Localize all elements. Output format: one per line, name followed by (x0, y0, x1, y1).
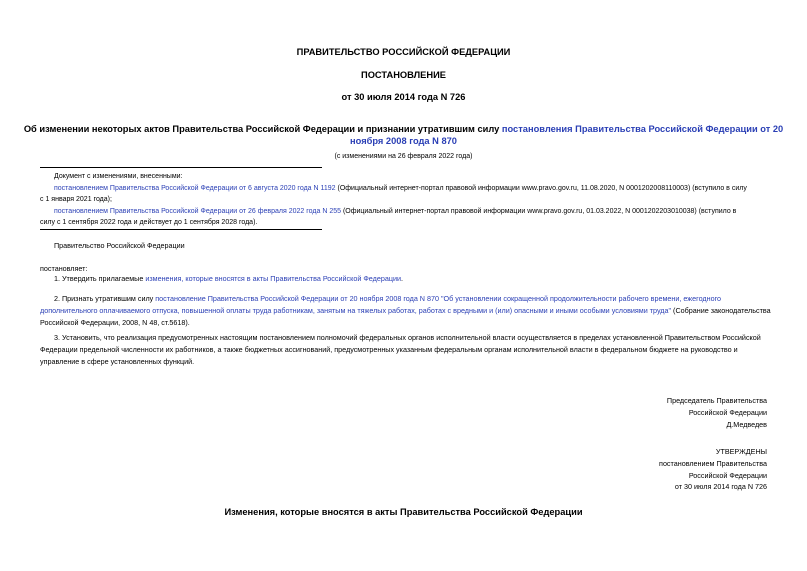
revision-note: (с изменениями на 26 февраля 2022 года) (334, 153, 473, 160)
change-link-1192[interactable]: постановлением Правительства Российской Федерации от 6 августа 2020 года N 1192 (54, 184, 336, 192)
document-type: ПОСТАНОВЛЕНИЕ (361, 70, 446, 80)
changes-section-title: Изменения, которые вносятся в акты Правительства Российской Федерации (224, 507, 583, 517)
paragraph-3 (40, 332, 768, 367)
change-item-2-cont: силу с 1 сентября 2022 года и действует до 1 сентября 2028 года). (40, 219, 258, 227)
changes-link[interactable]: изменения, которые вносятся в акты Правительства Российской Федерации (145, 274, 401, 283)
change-item-2-text: (Официальный интернет-портал правовой информации www.pravo.gov.ru, 01.03.2022, N 0001202203010038) (вступило в (341, 207, 737, 215)
signature-position: Председатель Правительства (666, 396, 767, 405)
change-item-1-cont: с 1 января 2021 года); (40, 196, 112, 204)
changes-block (40, 171, 770, 229)
change-item-2 (40, 206, 770, 218)
paragraph-3-line-2: Федерации предельной численности их работников, а также бюджетных ассигнований, предусмотренных указанным федеральным органам исполнительной власти в федеральном бюджете на руководство и (40, 344, 738, 354)
government-heading: ПРАВИТЕЛЬСТВО РОССИЙСКОЙ ФЕДЕРАЦИИ (296, 47, 511, 57)
paragraph-2 (40, 293, 771, 328)
paragraph-2-line-2 (40, 305, 771, 317)
decrees-line: постановляет: (40, 264, 88, 273)
signature-name: Д.Медведев (726, 419, 767, 429)
paragraph-2-source: (Собрание законодательства (671, 305, 771, 315)
title-link-870-cont[interactable]: ноября 2008 года N 870 (350, 136, 457, 146)
approved-heading: УТВЕРЖДЕНЫ (715, 447, 767, 456)
paragraph-2-text: 2. Признать утратившим силу (54, 294, 156, 303)
divider-bottom (40, 229, 322, 230)
decree-870-link[interactable]: постановление Правительства Российской Федерации от 20 ноября 2008 года N 870 "Об установлении сокращенной продолжительности рабочего времени, ежегодного (155, 294, 722, 303)
divider-top (40, 167, 322, 168)
paragraph-1 (54, 273, 403, 285)
change-item-1-text: (Официальный интернет-портал правовой информации www.pravo.gov.ru, 11.08.2020, N 0001202008110003) (вступило в силу (335, 184, 747, 192)
approved-date: от 30 июля 2014 года N 726 (674, 482, 767, 492)
paragraph-1-end: . (400, 274, 403, 283)
signature-block (667, 395, 767, 430)
approved-block (659, 446, 767, 493)
change-link-255[interactable]: постановлением Правительства Российской Федерации от 26 февраля 2022 года N 255 (54, 207, 341, 215)
changes-intro: Документ с изменениями, внесенными: (54, 173, 183, 180)
paragraph-2-line-3: Российской Федерации, 2008, N 48, ст.5618). (40, 317, 190, 327)
signature-org: Российской Федерации (688, 407, 767, 417)
approved-org: Российской Федерации (688, 470, 767, 480)
paragraph-3-line-3: управление в сфере установленных функций. (40, 356, 195, 366)
document-date: от 30 июля 2014 года N 726 (341, 92, 466, 102)
paragraph-2-line-1 (40, 293, 768, 305)
decree-870-link-cont[interactable]: дополнительного оплачиваемого отпуска, повышенной оплаты труда работникам, занятым на тяжелых работах, работах с вредными и (или) опасными и иными особыми условиями труда" (40, 305, 672, 315)
paragraph-1-text: 1. Утвердить прилагаемые (54, 274, 146, 283)
government-line: Правительство Российской Федерации (54, 241, 185, 250)
document-title (0, 123, 807, 147)
title-prefix: Об изменении некоторых актов Правительства Российской Федерации и признании утратившим силу (23, 124, 502, 134)
approved-by: постановлением Правительства (659, 458, 767, 468)
change-item-1 (40, 183, 770, 195)
title-link-870[interactable]: постановления Правительства Российской Федерации от 20 (501, 124, 784, 134)
paragraph-3-line-1: 3. Установить, что реализация предусмотренных настоящим постановлением полномочий федеральных органов исполнительной власти осуществляется в пределах установленной Правительством Российской (54, 333, 761, 342)
